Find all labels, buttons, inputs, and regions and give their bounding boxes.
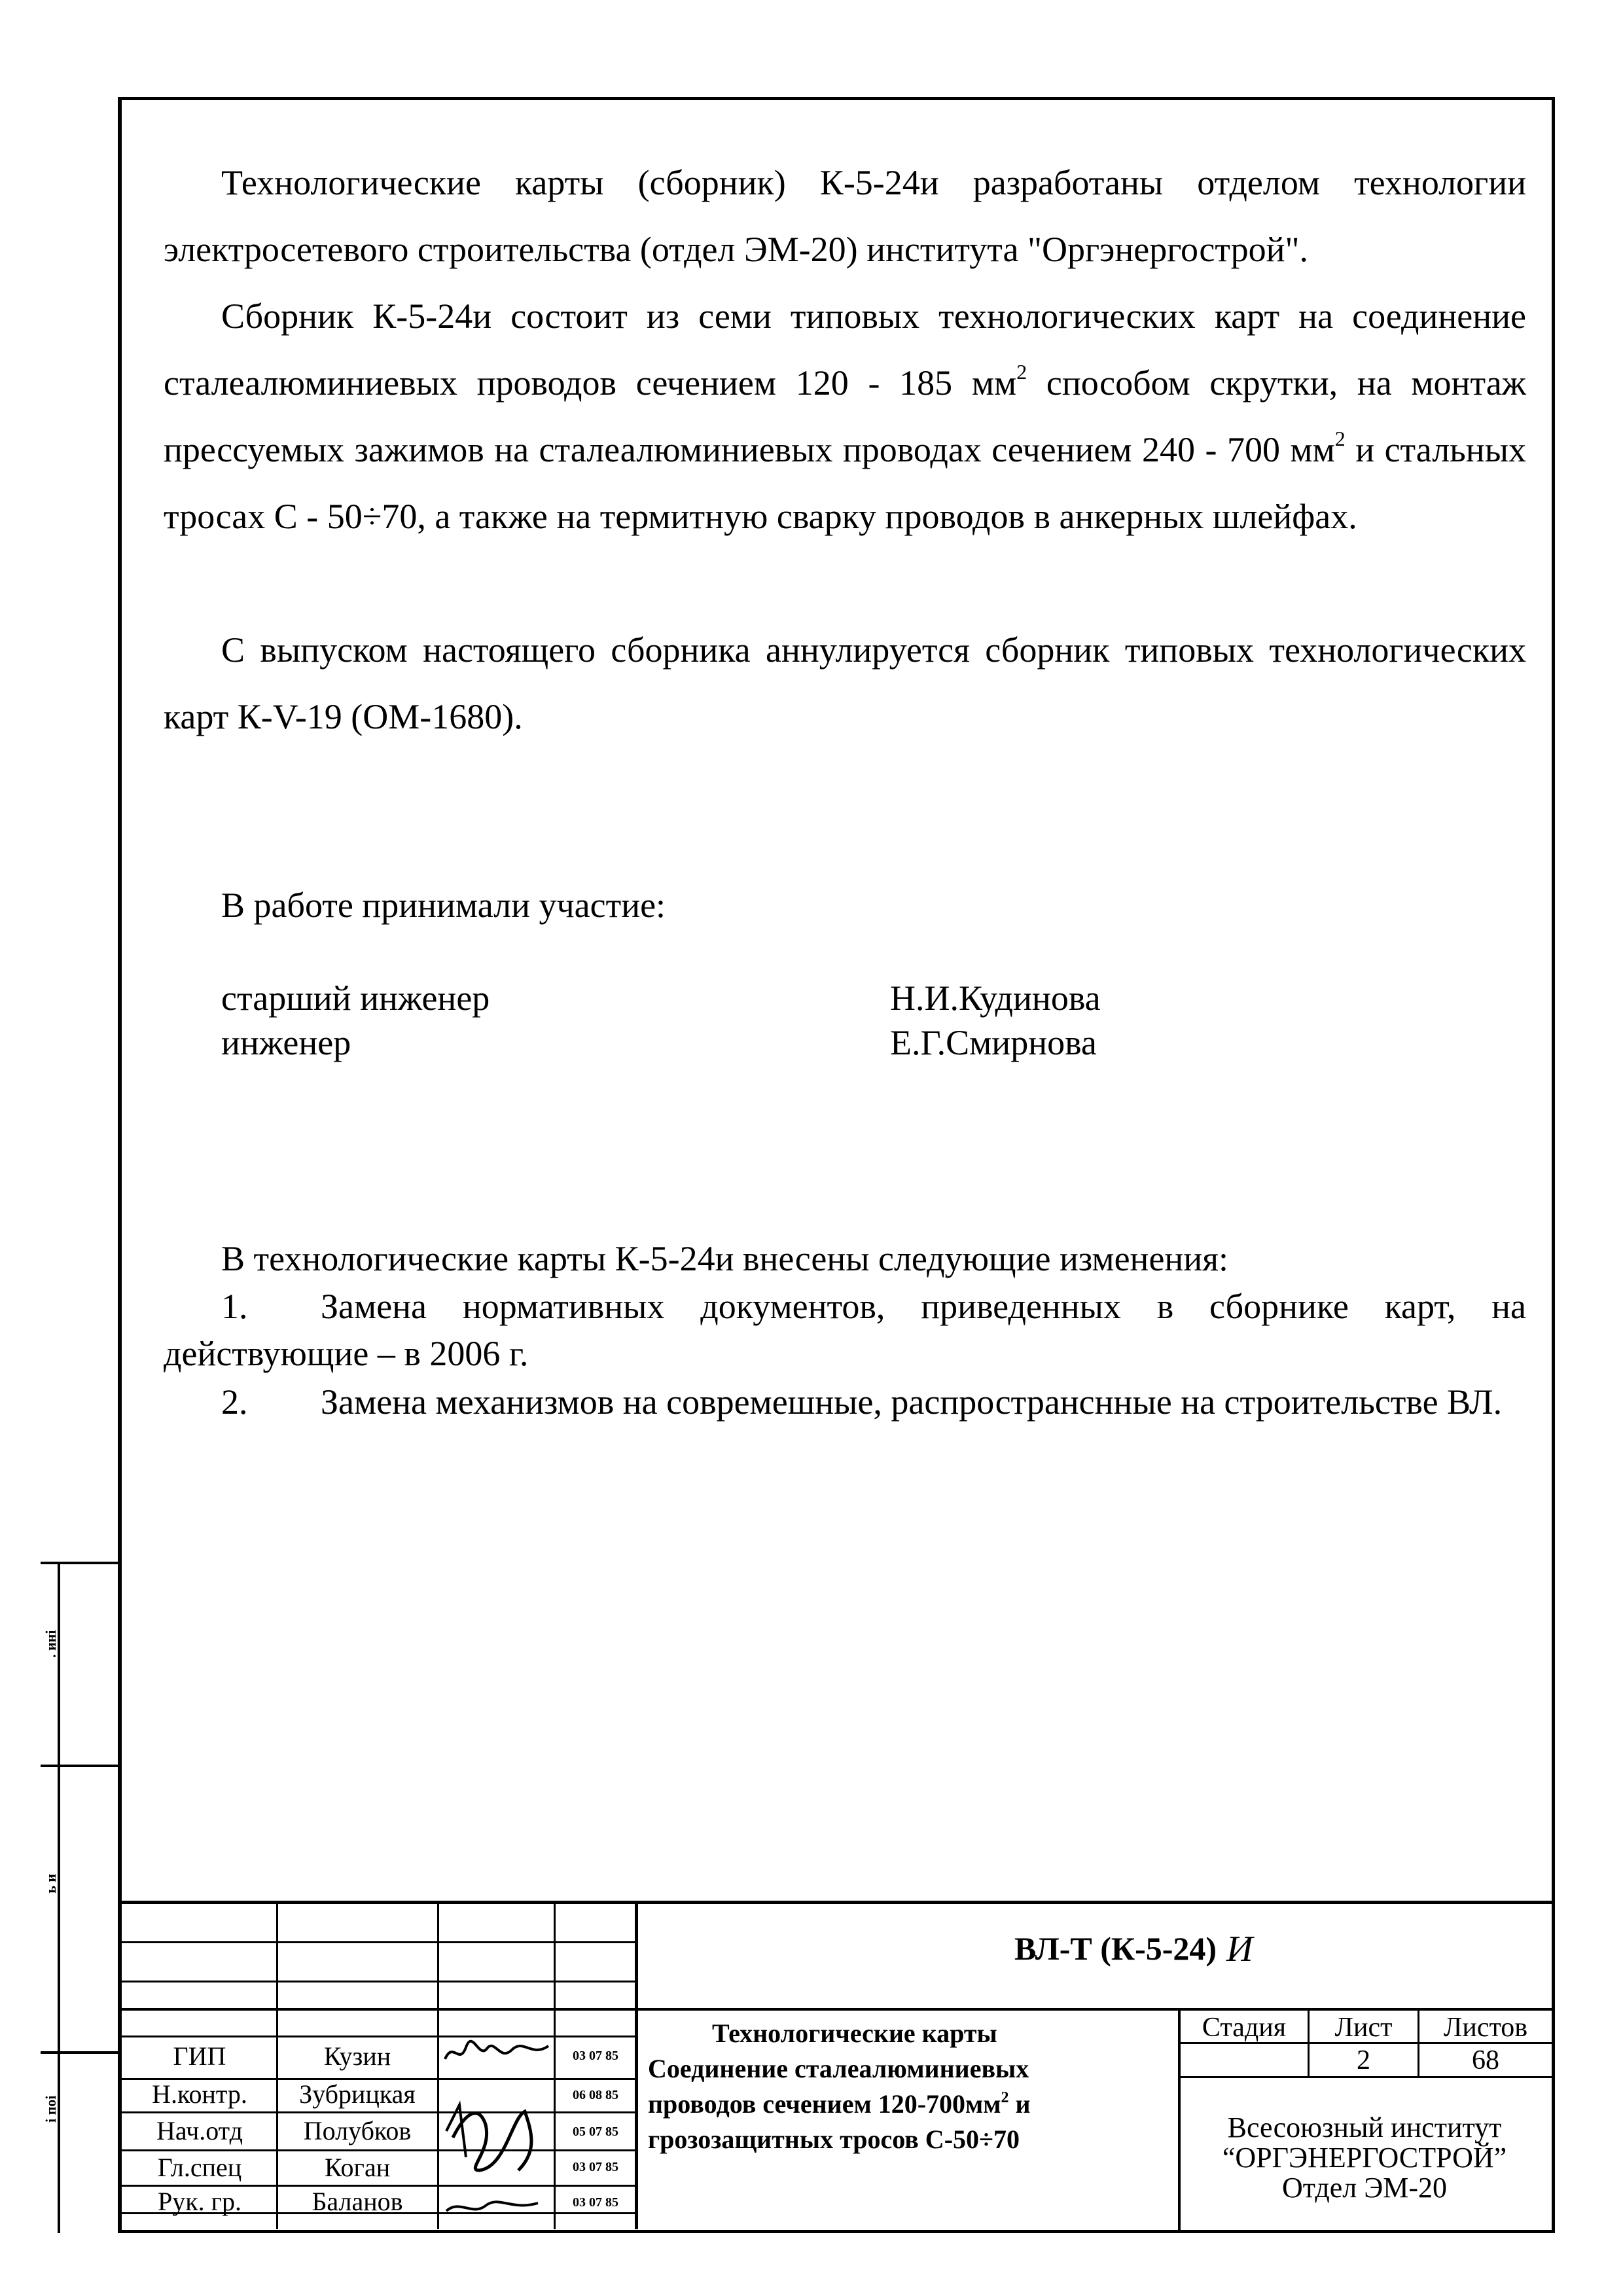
margin-strip-line [41,2051,119,2054]
sheet-label: Лист [1334,2013,1393,2043]
paragraph-composition: Сборник К-5-24и состоит из семи типовых технологических карт на соединение сталеалюминиевых проводов сечением 120 - 185 $мм^2$ способом скрутки, на монтаж прессуемых зажимов на сталеалюминиевых проводах сечением 240 - 700 $мм^2$ и стальных тросах С - 50÷70, а также на термитную сварку проводов в анкерных шлейфах. [164,296,1526,536]
document-suffix: И [1226,1929,1253,1969]
stamp-date: 03 07 85 [573,2160,618,2174]
stamp-line [122,2008,1552,2011]
participant-role: старший инженер [221,978,490,1018]
stamp-line [437,1902,439,2229]
stamp-date: 03 07 85 [573,2049,618,2063]
participant-role: инженер [221,1023,351,1062]
stamp-line [1178,2076,1552,2078]
title-line: Технологические карты [712,2018,997,2048]
document-number: ВЛ-Т (К-5-24) [1014,1930,1217,1967]
stamp-date: 05 07 85 [573,2125,618,2139]
changes-heading: В технологические карты К-5-24и внесены следующие изменения: [221,1239,1229,1278]
stamp-line [276,1902,278,2229]
stamp-name: Кузин [323,2041,391,2071]
participant-name: Н.И.Кудинова [890,978,1101,1018]
participant-name: Е.Г.Смирнова [890,1023,1097,1062]
sheet-value: 2 [1357,2045,1370,2075]
stamp-name: Зубрицкая [299,2079,416,2109]
margin-label: ь и [43,1874,59,1893]
org-line: Всесоюзный институт [1227,2111,1502,2144]
sheets-label: Листов [1443,2013,1528,2043]
sheets-value: 68 [1472,2045,1499,2075]
paragraph-cancellation: С выпуском настоящего сборника аннулируется сборник типовых технологических карт К-V-19 (ОМ-1680). [164,630,1526,736]
title-line: проводов сечением $120-700мм^2$ и [648,2089,1031,2119]
stamp-name: Коган [324,2153,391,2182]
stamp-position: Нач.отд [156,2116,243,2145]
stamp-line [122,1981,636,1982]
stamp-line [122,1941,636,1943]
margin-label: . ині [43,1630,59,1658]
stamp-date: 03 07 85 [573,2195,618,2210]
stamp-date: 06 08 85 [573,2088,618,2102]
stage-label: Стадия [1202,2013,1287,2043]
stamp-line [122,2111,636,2113]
stamp-name: Полубков [303,2116,412,2145]
document-title [648,2016,1165,2157]
stamp-position: ГИП [173,2041,226,2071]
title-line: Соединение сталеалюминиевых [648,2054,1029,2083]
title-line: грозозащитных тросов С-50÷70 [648,2125,1020,2154]
stamp-line [635,1902,638,2229]
margin-label: і поі [43,2095,59,2123]
stamp-position: Рук. гр. [157,2187,242,2216]
stamp-line [122,2036,636,2037]
margin-strip [41,1562,119,2236]
participants-heading: В работе принимали участие: [221,886,666,925]
margin-strip-line [41,1765,119,1767]
stamp-line [554,1902,556,2229]
change-item: 2. Замена механизмов на совремешные, распространснные на строительстве ВЛ. [221,1382,1503,1422]
stamp-line [122,2149,636,2151]
stamp-name: Баланов [312,2187,403,2216]
org-line: Отдел ЭМ-20 [1281,2172,1448,2204]
stamp-position: Н.контр. [152,2079,247,2109]
organization [1178,2113,1551,2203]
change-item: 1. Замена нормативных документов, приведенных в сборнике карт, на действующие – в 2006 г. [164,1287,1526,1373]
paragraph-intro: Технологические карты (сборник) К-5-24и разработаны отделом технологии электросетевого строительства (отдел ЭМ-20) института "Оргэнергострой". [164,163,1526,269]
margin-strip-divider [58,1564,60,2233]
org-line: “ОРГЭНЕРГОСТРОЙ” [1222,2142,1507,2174]
stamp-position: Гл.спец [157,2153,242,2182]
signature-marks [440,2039,552,2227]
